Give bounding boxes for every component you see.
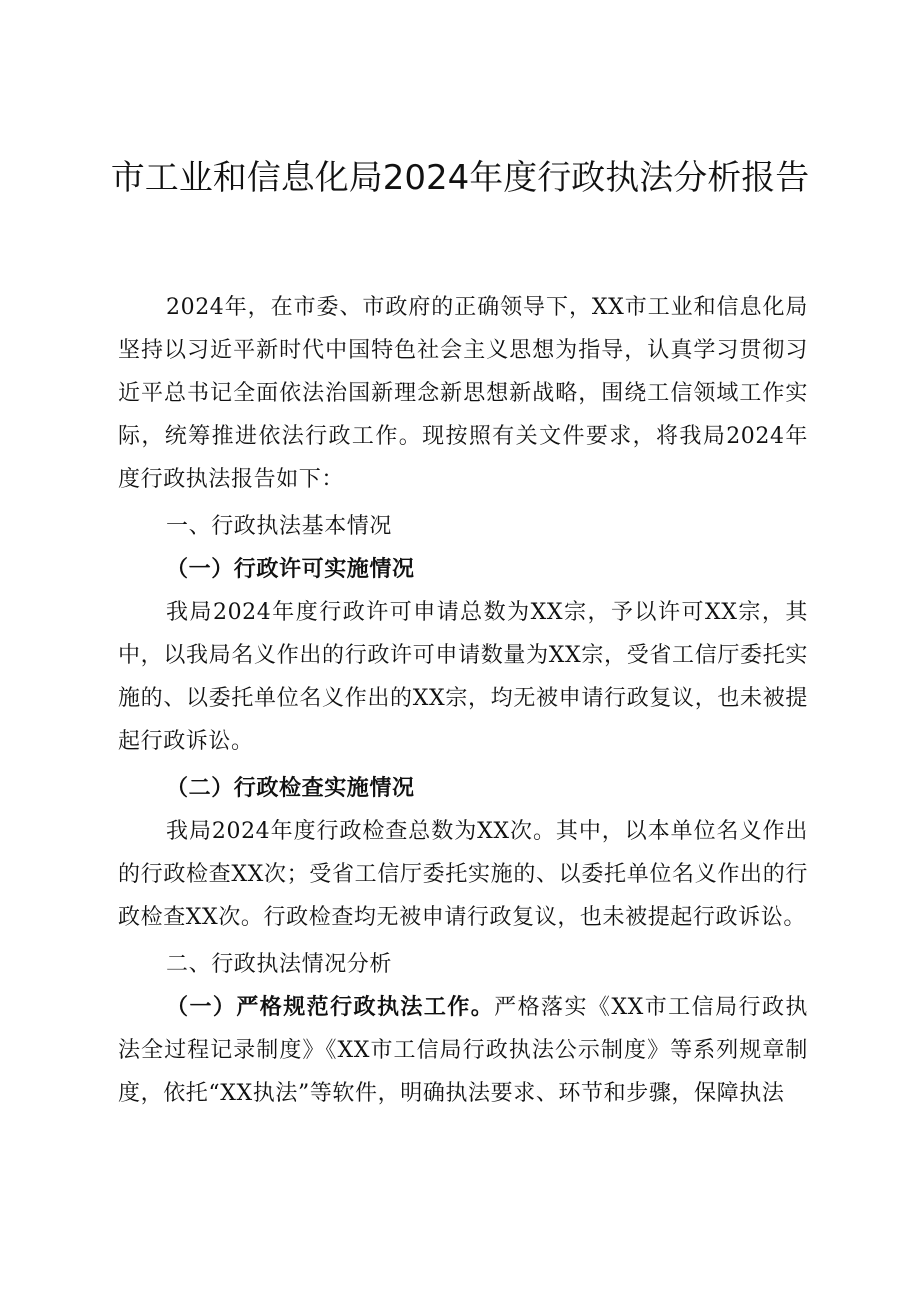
section-1-sub-2-paragraph: 我局2024年度行政检查总数为XX次。其中，以本单位名义作出的行政检查XX次；受省工信厅委托实施的、以委托单位名义作出的行政检查XX次。行政检查均无被申请行政复议，也未被提起行政诉讼。: [118, 819, 808, 930]
section-2-sub-1-lead: （一）严格规范行政执法工作。: [166, 994, 495, 1020]
section-1-heading: 一、行政执法基本情况: [166, 514, 393, 539]
section-1-sub-1-heading: （一）行政许可实施情况: [166, 556, 415, 582]
section-2-sub-1-paragraph: [118, 986, 808, 1115]
document-title: 市工业和信息化局2024年度行政执法分析报告: [110, 158, 810, 198]
section-1-sub-1-paragraph: 我局2024年度行政许可申请总数为XX宗，予以许可XX宗，其中，以我局名义作出的行政许可申请数量为XX宗，受省工信厅委托实施的、以委托单位名义作出的XX宗，均无被申请行政复议，也未被提起行政诉讼。: [118, 600, 808, 754]
intro-paragraph: 2024年，在市委、市政府的正确领导下，XX市工业和信息化局坚持以习近平新时代中国特色社会主义思想为指导，认真学习贯彻习近平总书记全面依法治国新理念新思想新战略，围绕工信领域工作实际，统筹推进依法行政工作。现按照有关文件要求，将我局2024年度行政执法报告如下：: [118, 295, 808, 492]
document-body: [118, 286, 808, 1115]
section-2-heading: 二、行政执法情况分析: [166, 952, 393, 977]
section-1-sub-2-heading: （二）行政检查实施情况: [166, 775, 415, 801]
section-2-sub-1-text: 严格落实《XX市工信局行政执法全过程记录制度》《XX市工信局行政执法公示制度》等系列规章制度，依托“XX执法”等软件，明确执法要求、环节和步骤，保障执法: [118, 995, 808, 1106]
